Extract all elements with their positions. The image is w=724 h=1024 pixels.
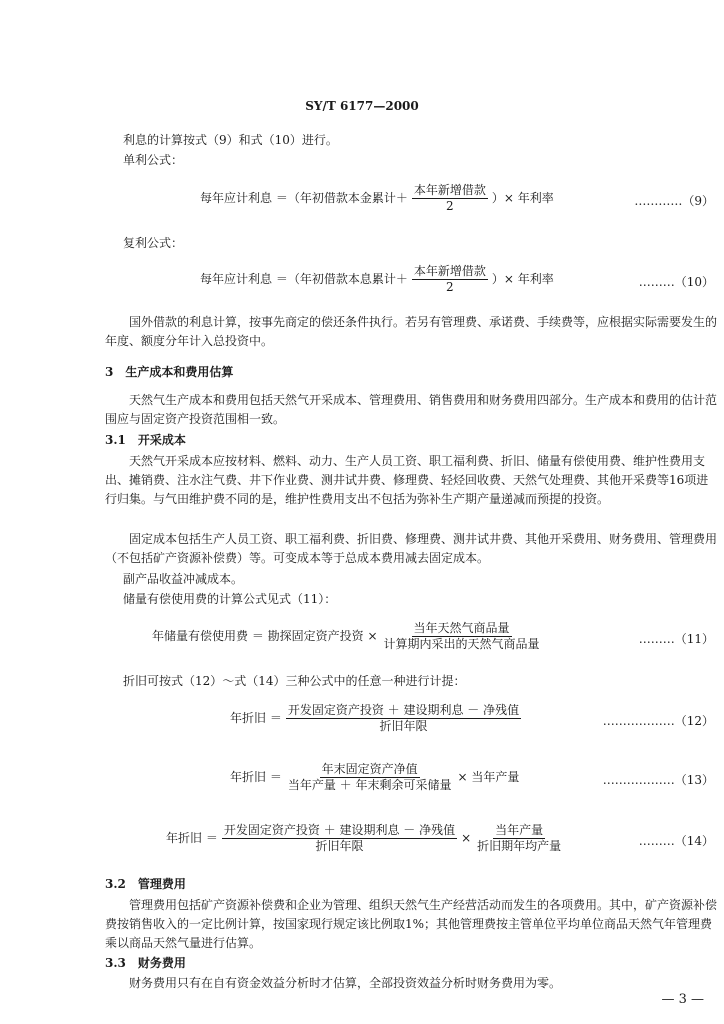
denominator: 2 [446, 199, 454, 213]
paragraph: 利息的计算按式（9）和式（10）进行。 [123, 133, 338, 147]
fraction [286, 703, 521, 734]
fraction [412, 264, 488, 295]
fraction [286, 762, 454, 793]
fraction [222, 823, 457, 854]
equation-number: ………（14） [638, 834, 714, 848]
numerator: 开发固定资产投资 ＋ 建设期利息 － 净残值 [287, 703, 520, 717]
paragraph: 天然气生产成本和费用包括天然气开采成本、管理费用、销售费用和财务费用四部分。生产成本和费用的估计范围应与固定资产投资范围相一致。 [105, 393, 718, 426]
formula-lhs: 每年应计利息 ＝（年初借款本息累计＋ [200, 272, 408, 286]
formula-13 [230, 762, 519, 793]
equation-number: ………（11） [638, 632, 714, 646]
denominator: 折旧年限 [379, 719, 428, 733]
equation-number: ………………（13） [602, 773, 714, 787]
section-heading: 3.1 开采成本 [105, 433, 186, 447]
denominator: 计算期内采出的天然气商品量 [383, 637, 540, 651]
numerator: 开发固定资产投资 ＋ 建设期利息 － 净残值 [223, 823, 456, 837]
paragraph: 副产品收益冲减成本。 [123, 572, 244, 586]
page-number: — 3 — [661, 992, 704, 1007]
page-header: SY/T 6177—2000 [305, 99, 419, 113]
paragraph: 单利公式： [123, 153, 184, 167]
equation-number: ………………（12） [602, 714, 714, 728]
equation-number: …………（9） [634, 194, 714, 208]
formula-11 [152, 621, 546, 652]
paragraph: 财务费用只有在自有资金效益分析时才估算，全部投资效益分析时财务费用为零。 [129, 976, 562, 990]
formula-14 [166, 823, 567, 854]
section-heading: 3.2 管理费用 [105, 877, 186, 891]
paragraph: 复利公式： [123, 236, 184, 250]
paragraph: 固定成本包括生产人员工资、职工福利费、折旧费、修理费、测井试井费、其他开采费用、财务费用、管理费用（不包括矿产资源补偿费）等。可变成本等于总成本费用减去固定成本。 [105, 532, 718, 565]
paragraph: 国外借款的利息计算，按事先商定的偿还条件执行。若另有管理费、承诺费、手续费等，应根据实际需要发生的年度、额度分年计入总投资中。 [105, 315, 718, 348]
paragraph: 天然气开采成本应按材料、燃料、动力、生产人员工资、职工福利费、折旧、储量有偿使用费、维护性费用支出、摊销费、注水注气费、井下作业费、测井试井费、修理费、轻烃回收费、天然气处理费、其他开采费等16项进行归集。与气田维护费不同的是，维护性费用支出不包括为弥补生产期产量递减而预提的投资。 [105, 454, 709, 506]
numerator: 年末固定资产净值 [321, 762, 418, 776]
fraction [412, 183, 488, 214]
denominator: 折旧期年均产量 [477, 839, 562, 853]
formula-12 [230, 703, 525, 734]
paragraph: 管理费用包括矿产资源补偿费和企业为管理、组织天然气生产经营活动而发生的各项费用。其中，矿产资源补偿费按销售收入的一定比例计算，按国家现行规定该比例取1%；其他管理费按主管单位平均单位商品天然气年管理费乘以商品天然气量进行估算。 [105, 898, 718, 950]
section-heading: 3 生产成本和费用估算 [105, 365, 234, 379]
formula-lhs: 年折旧 ＝ [230, 711, 282, 725]
formula-lhs: 年折旧 ＝ [166, 831, 218, 845]
formula-rhs: × 当年产量 [457, 770, 520, 784]
denominator: 当年产量 ＋ 年末剩余可采储量 [287, 778, 452, 792]
fraction [475, 823, 563, 854]
denominator: 2 [446, 280, 454, 294]
numerator: 本年新增借款 [413, 264, 486, 278]
section-heading: 3.3 财务费用 [105, 956, 186, 970]
numerator: 当年天然气商品量 [413, 621, 510, 635]
formula-operator: × [461, 831, 472, 845]
formula-rhs: ）× 年利率 [491, 272, 554, 286]
numerator: 本年新增借款 [413, 183, 486, 197]
formula-rhs: ）× 年利率 [491, 191, 554, 205]
equation-number: ………（10） [638, 275, 714, 289]
denominator: 折旧年限 [315, 839, 364, 853]
formula-lhs: 年储量有偿使用费 ＝ 勘探固定资产投资 × [152, 629, 378, 643]
formula-lhs: 每年应计利息 ＝（年初借款本金累计＋ [200, 191, 408, 205]
formula-10 [200, 264, 554, 295]
numerator: 当年产量 [495, 823, 544, 837]
paragraph: 储量有偿使用费的计算公式见式（11）： [123, 592, 337, 606]
formula-lhs: 年折旧 ＝ [230, 770, 282, 784]
formula-9 [200, 183, 554, 214]
paragraph: 折旧可按式（12）～式（14）三种公式中的任意一种进行计提： [123, 674, 466, 688]
fraction [382, 621, 542, 652]
